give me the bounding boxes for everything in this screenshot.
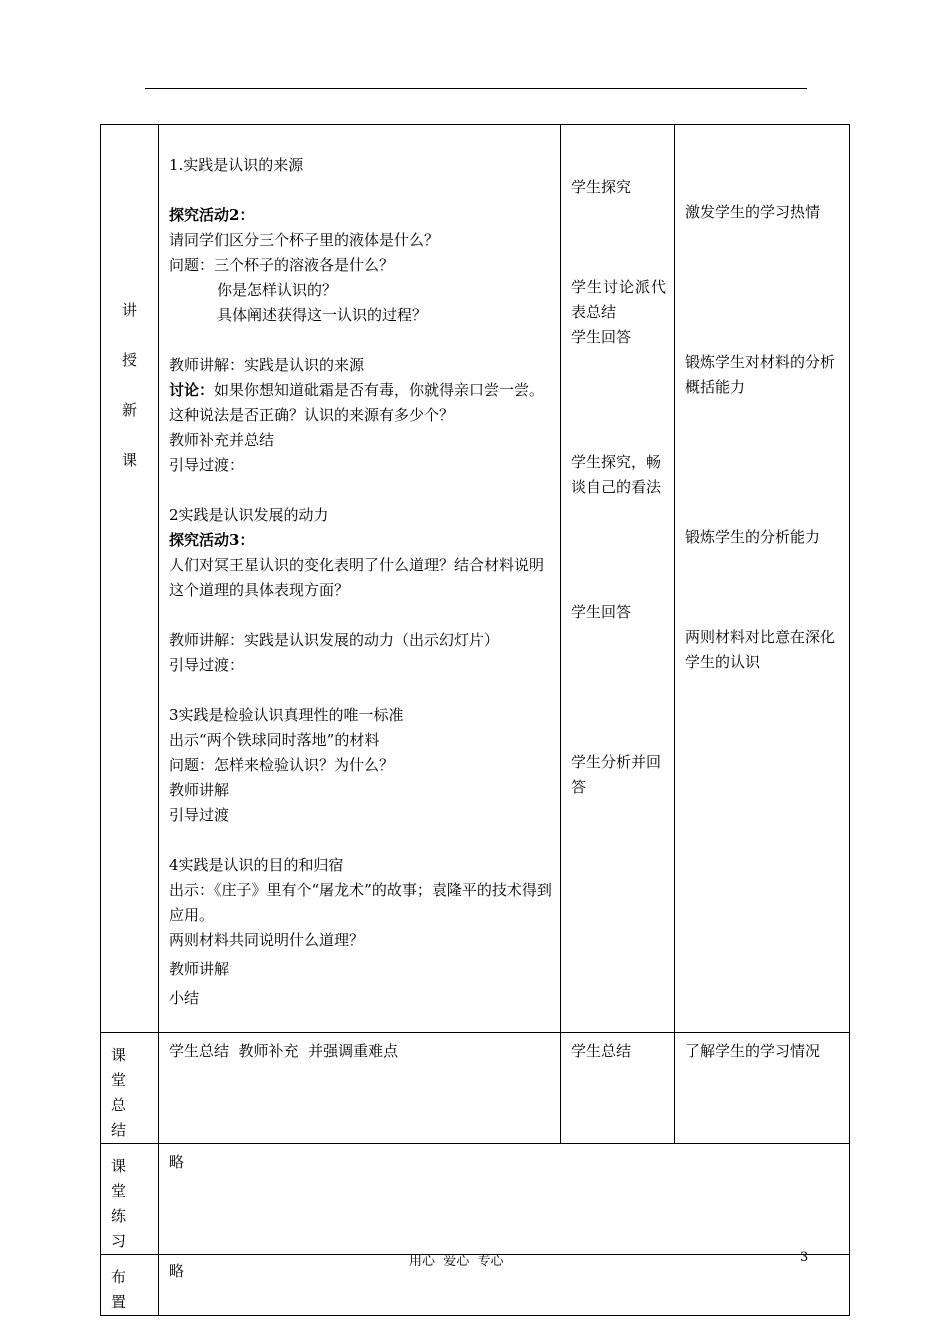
main-row [101,125,850,1033]
point4-title: 4实践是认识的目的和归宿 [169,856,344,874]
header-rule [145,88,807,89]
transition: 引导过渡： [169,656,245,674]
teacher-explain: 教师讲解：实践是认识发展的动力（出示幻灯片） [169,631,500,649]
design-intent [675,125,850,1033]
lesson-plan-table [100,124,850,1316]
teacher-explain: 教师讲解 [169,781,230,799]
design-intent-item: 锻炼学生对材料的分析概括能力 [685,353,836,396]
point1-title: 1.实践是认识的来源 [169,156,304,174]
homework-label: 布置 [101,1255,159,1316]
practice-label: 课堂练习 [101,1144,159,1255]
section-label-new-lesson [101,125,159,1033]
design-intent-item: 两则材料对比意在深化学生的认识 [685,628,836,671]
student-activity: 学生讨论派代表总结 [571,278,666,321]
label-char: 新 [121,401,137,419]
activity2-label: 探究活动2： [169,206,255,224]
student-activity: 学生探究 [571,178,632,196]
label-char: 授 [121,351,137,369]
summary-text: 小结 [169,989,200,1007]
transition: 引导过渡： [169,456,245,474]
footer-motto: 用心 爱心 专心 [409,1254,504,1269]
practice-content: 略 [159,1144,850,1255]
homework-content: 略 [159,1255,850,1316]
summary-student: 学生总结 [561,1033,675,1144]
activity2-question: 请同学们区分三个杯子里的液体是什么？ [169,231,440,249]
summary-content: 学生总结 教师补充 并强调重难点 [159,1033,561,1144]
page-number: 3 [800,1250,809,1265]
teaching-content [159,125,561,1033]
student-activity: 学生分析并回答 [571,753,662,796]
point3-question: 问题：怎样来检验认识？为什么？ [169,756,395,774]
teacher-explain: 教师讲解 [169,960,230,978]
problem-line: 问题：三个杯子的溶液各是什么？ [169,256,395,274]
transition: 引导过渡 [169,806,230,824]
practice-row [101,1144,850,1255]
discussion [169,378,552,428]
point2-title: 2实践是认识发展的动力 [169,506,329,524]
student-activities [561,125,675,1033]
teacher-explain: 教师讲解：实践是认识的来源 [169,356,365,374]
student-activity: 学生探究，畅谈自己的看法 [571,453,662,496]
point3-material: 出示“两个铁球同时落地”的材料 [169,731,380,749]
design-intent-item: 锻炼学生的分析能力 [685,528,821,546]
summary-row [101,1033,850,1144]
summary-label: 课堂总结 [101,1033,159,1144]
point4-material: 出示：《庄子》里有个“屠龙术”的故事；袁隆平的技术得到应用。 [169,881,552,924]
label-char: 课 [121,451,137,469]
problem-line: 具体阐述获得这一认识的过程？ [217,306,428,324]
student-activity: 学生回答 [571,328,632,346]
teacher-summary: 教师补充并总结 [169,431,275,449]
point3-title: 3实践是检验认识真理性的唯一标准 [169,706,404,724]
student-activity: 学生回答 [571,603,632,621]
summary-intent: 了解学生的学习情况 [675,1033,850,1144]
activity3-text: 人们对冥王星认识的变化表明了什么道理？结合材料说明这个道理的具体表现方面？ [169,556,545,599]
point4-question: 两则材料共同说明什么道理？ [169,931,365,949]
discussion-text: 如果你想知道砒霜是否有毒，你就得亲口尝一尝。这种说法是否正确？认识的来源有多少个？ [169,381,545,424]
label-char: 讲 [121,301,137,319]
activity3-label: 探究活动3： [169,531,255,549]
design-intent-item: 激发学生的学习热情 [685,203,821,221]
problem-line: 你是怎样认识的？ [217,281,338,299]
discussion-label: 讨论： [169,381,215,399]
